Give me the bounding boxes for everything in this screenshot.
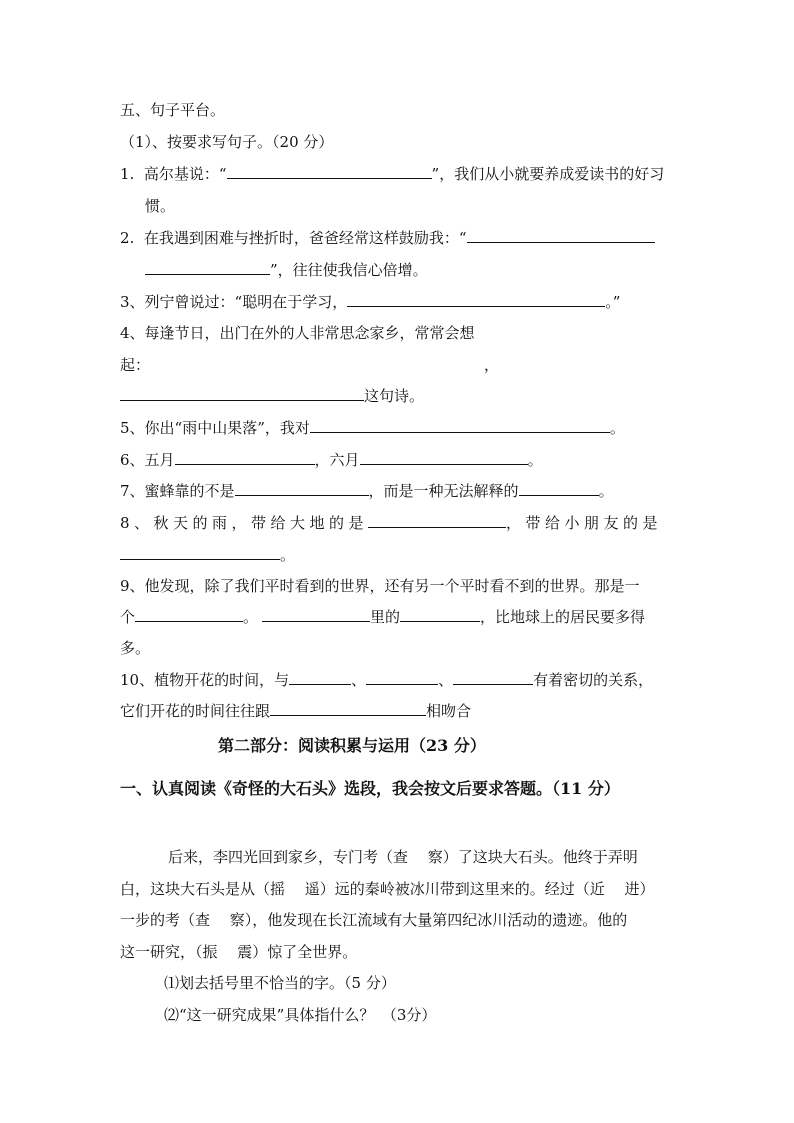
answer-blank[interactable] [467, 228, 655, 243]
answer-blank[interactable] [262, 607, 370, 622]
question-2: 2. 在我遇到困难与挫折时，爸爸经常这样鼓励我：“ [120, 228, 655, 248]
answer-blank[interactable] [453, 670, 533, 685]
answer-blank[interactable] [135, 607, 243, 622]
sub-question-2: ⑵“这一研究成果”具体指什么？ （3分） [164, 1006, 437, 1024]
passage-line: 后来，李四光回到家乡，专门考（查 察）了这块大石头。他终于弄明 [168, 848, 638, 866]
sub-question-1: ⑴划去括号里不恰当的字。（5 分） [164, 974, 396, 992]
question-7: 7、蜜蜂靠的不是 ，而是一种无法解释的 。 [120, 482, 614, 500]
answer-blank[interactable] [360, 450, 528, 465]
question-1: 1. 高尔基说：“ ”，我们从小就要养成爱读书的好习 [120, 165, 665, 183]
answer-blank[interactable] [368, 513, 506, 528]
answer-blank[interactable] [227, 164, 432, 179]
answer-blank[interactable] [289, 670, 351, 685]
question-number: 1. [120, 165, 135, 183]
passage-line: 白，这块大石头是从（摇 遥）远的秦岭被冰川带到这里来的。经过（近 进） [120, 880, 655, 898]
answer-blank[interactable] [400, 607, 480, 622]
answer-blank[interactable] [235, 481, 369, 496]
question-8-continued: 。 [120, 545, 295, 565]
passage-line: 一步的考（查 察），他发现在长江流域有大量第四纪冰川活动的遗迹。他的 [120, 911, 628, 929]
answer-blank[interactable] [310, 418, 610, 433]
part-two-title: 第二部分：阅读积累与运用（23 分） [218, 736, 486, 755]
answer-blank[interactable] [175, 450, 315, 465]
question-4-line-3: 这句诗。 [120, 386, 424, 406]
answer-blank[interactable] [347, 292, 605, 307]
question-4: 4、每逢节日，出门在外的人非常思念家乡，常常会想 [120, 324, 475, 342]
question-9-line-3: 多。 [120, 639, 151, 657]
question-10: 10、植物开花的时间，与 、 、 有着密切的关系， [120, 671, 654, 689]
reading-task-heading: 一、认真阅读《奇怪的大石头》选段，我会按文后要求答题。（11 分） [120, 779, 620, 798]
question-6: 6、五月 ，六月 。 [120, 451, 543, 469]
passage-line: 这一研究，（振 震）惊了全世界。 [120, 943, 358, 961]
question-4-line-2: 起： [120, 356, 151, 374]
answer-blank[interactable] [270, 701, 426, 716]
question-3: 3、列宁曾说过：“聪明在于学习， 。” [120, 293, 621, 311]
answer-blank[interactable] [120, 386, 364, 401]
question-number: 2. [120, 229, 135, 247]
question-9: 9、他发现，除了我们平时看到的世界，还有另一个平时看不到的世界。那是一 [120, 577, 640, 595]
question-4-comma: ， [484, 356, 500, 374]
subsection-heading: （1）、按要求写句子。（20 分） [120, 133, 334, 151]
question-8: 8、秋天的雨，带给大地的是 ，带给小朋友的是 [120, 514, 663, 532]
answer-blank[interactable] [366, 670, 438, 685]
question-10-line-2: 它们开花的时间往往跟 相吻合 [120, 702, 472, 720]
answer-blank[interactable] [120, 545, 280, 560]
answer-blank[interactable] [145, 260, 270, 275]
question-1-continued: 惯。 [145, 197, 176, 215]
answer-blank[interactable] [519, 481, 599, 496]
question-5: 5、你出“雨中山果落”，我对 。 [120, 419, 625, 437]
section-heading: 五、句子平台。 [120, 101, 226, 119]
question-9-line-2: 个 。 里的 ，比地球上的居民要多得 [120, 608, 646, 626]
question-2-continued: ”，往往使我信心倍增。 [145, 260, 428, 280]
